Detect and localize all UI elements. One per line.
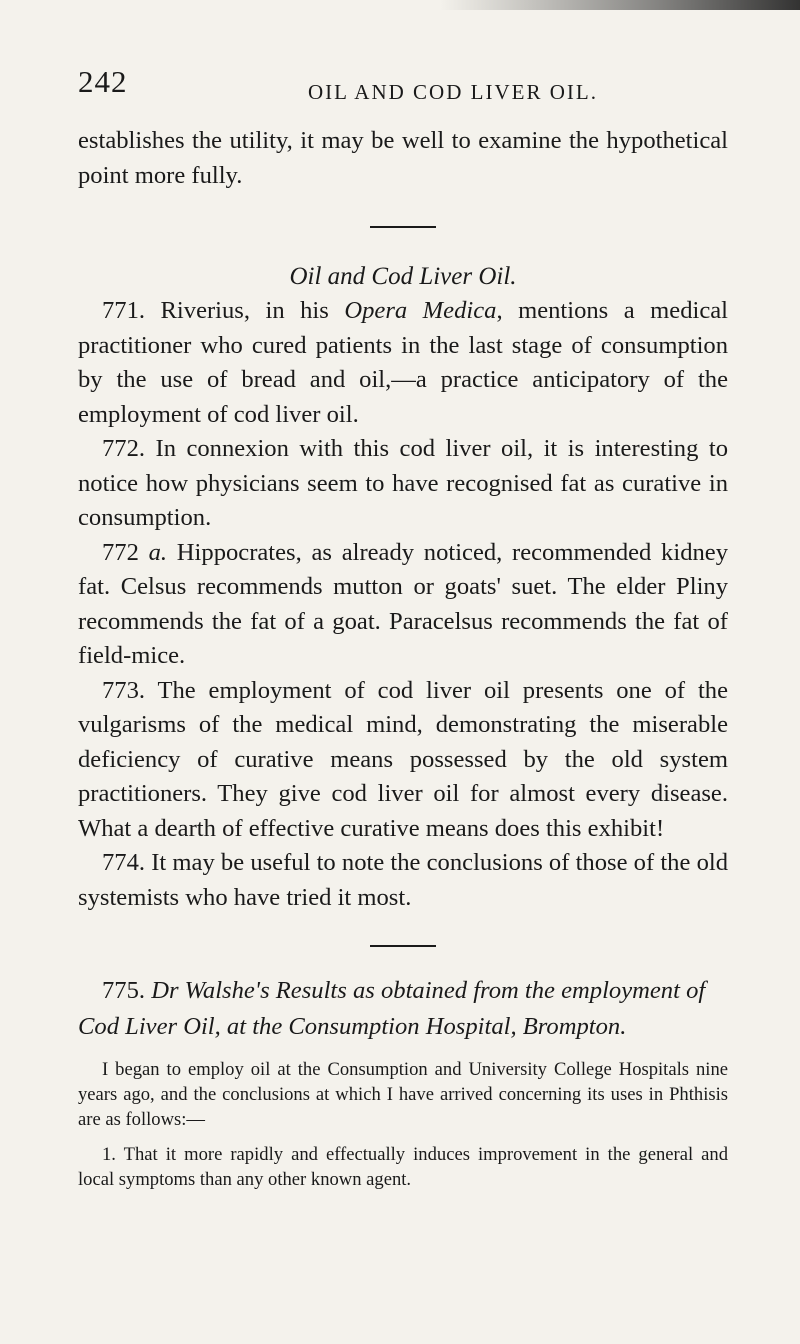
heading-775-number: 775. [102, 977, 152, 1004]
quote-paragraph-1: I began to employ oil at the Consumption and University College Hospitals nine years ago, and the conclusions at which I have arrived concerning its uses in Phthisis are as follows:— [78, 1059, 728, 1130]
paragraph-772a-end: Hippocrates, as already noticed, recommended kidney fat. Celsus recommends mutton or goats' suet. The elder Pliny recommends the fat of a goat. Paracelsus recommends the fat of field-mice. [78, 538, 728, 669]
paragraph-772a-start: 772 [102, 538, 149, 566]
running-head [78, 64, 728, 108]
section-title: Oil and Cod Liver Oil. [289, 263, 517, 290]
page-edge-shadow [440, 0, 800, 10]
intro-paragraph: establishes the utility, it may be well to examine the hypothetical point more fully. [78, 127, 728, 189]
section-divider [370, 226, 436, 228]
page [78, 64, 728, 1192]
running-title: OIL AND COD LIVER OIL. [308, 80, 598, 104]
paragraph-771-italic: Opera Medica [344, 297, 497, 324]
paragraph-772: 772. In connexion with this cod liver oil, it is interesting to notice how physicians seem to have recognised fat as curative in consumption. [78, 435, 728, 531]
paragraph-771-end: , mentions a medical practitioner who cured patients in the last stage of consumption by the use of bread and oil,—a practice anticipatory of the employment of cod liver oil. [78, 297, 728, 428]
paragraph-771 [78, 294, 728, 432]
paragraph-772a [78, 536, 728, 674]
paragraph-772a-italic: a. [148, 538, 168, 566]
paragraph-774: 774. It may be useful to note the conclusions of those of the old systemists who have tried it most. [78, 849, 728, 911]
paragraph-773: 773. The employment of cod liver oil presents one of the vulgarisms of the medical mind, demonstrating the miserable deficiency of curative means possessed by the old system practitioners. They give cod liver oil for almost every disease. What a dearth of effective curative means does this exhibit! [78, 676, 728, 842]
section-divider-2 [370, 945, 436, 947]
paragraph-771-start: 771. Riverius, in his [102, 297, 345, 324]
heading-775-title: Dr Walshe's Results as obtained from the employment of Cod Liver Oil, at the Consumption Hospital, Brompton. [78, 977, 706, 1040]
heading-775 [78, 973, 728, 1045]
quote-paragraph-2: 1. That it more rapidly and effectually induces improvement in the general and local symptoms than any other known agent. [78, 1144, 728, 1190]
page-number: 242 [78, 64, 128, 99]
